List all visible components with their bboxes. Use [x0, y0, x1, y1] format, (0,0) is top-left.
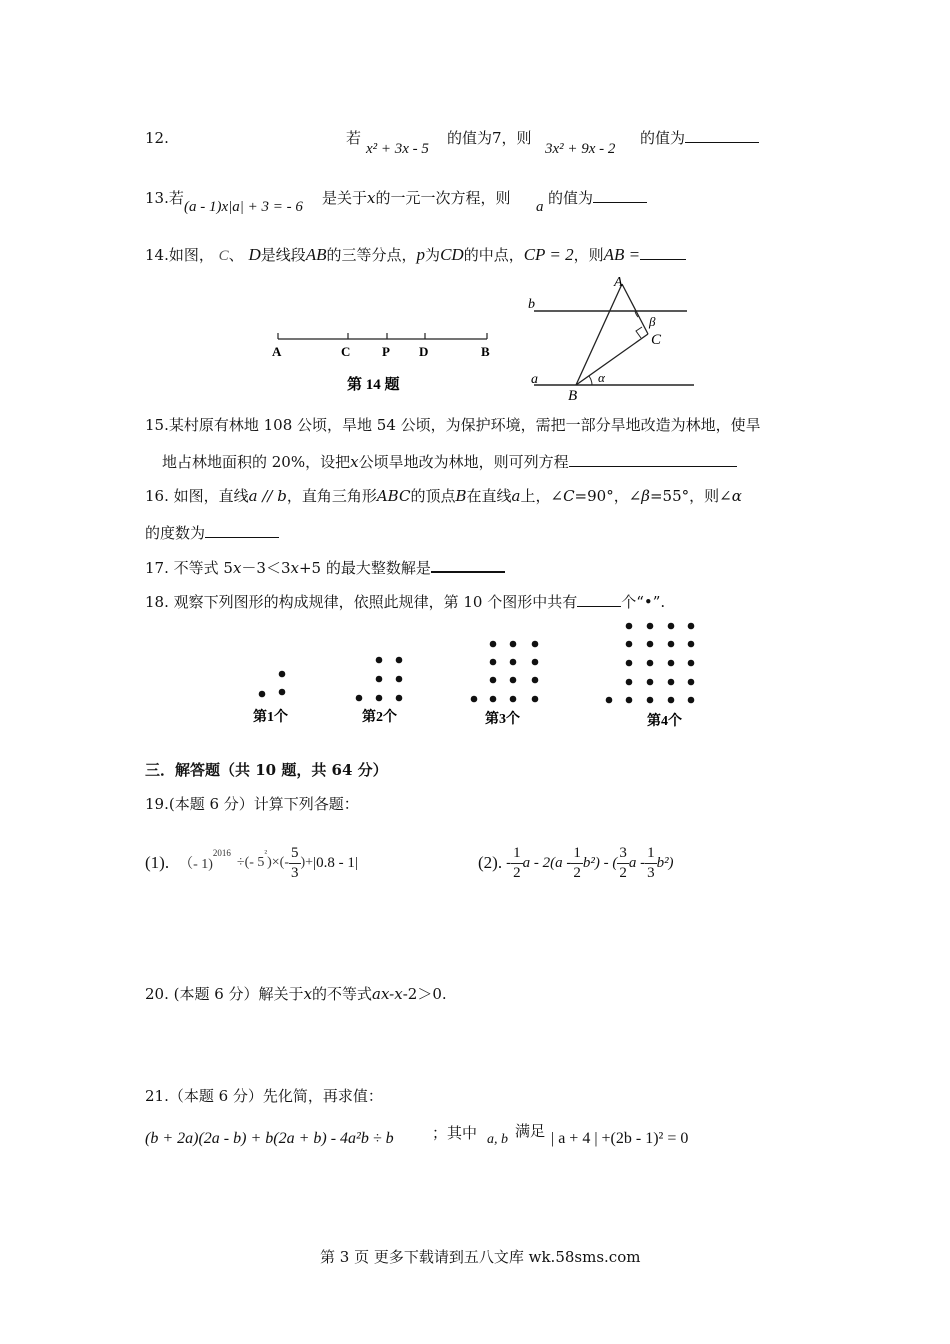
q13-mid: 是关于: [322, 189, 368, 207]
q14-p: p: [416, 245, 426, 264]
q14-t2: 的三等分点，: [326, 246, 417, 264]
q15-answer-blank[interactable]: [569, 452, 737, 467]
q13-text-pre: 13.若: [145, 189, 184, 207]
q19-p1-frac-den: 3: [291, 864, 299, 881]
fig18-pattern-2: [356, 657, 403, 702]
q19-p1-exp: 2016: [212, 848, 231, 858]
q14-t3: 为: [425, 246, 441, 264]
q19-p2-f2-num: 1: [571, 844, 583, 864]
q14-ab2: AB =: [603, 245, 641, 264]
q18-post: 个“•”.: [621, 593, 666, 611]
q13-text: [322, 187, 511, 208]
fig16-label-a: a: [531, 372, 538, 387]
q15-line2: [162, 451, 737, 472]
q15-line2-pre: 地占林地面积的 20%，设把: [162, 453, 351, 471]
q14-sep: 、: [228, 246, 244, 264]
fig14-label-d: D: [419, 344, 429, 359]
q16-pre: 16. 如图，直线: [145, 487, 249, 505]
q19-p1-b: ÷(- 5: [236, 855, 265, 870]
fig18-caption-1: 第1个: [253, 710, 288, 725]
fig18-pattern-4: [606, 623, 695, 704]
fig16-side-ac: [622, 284, 648, 334]
q14-d: D: [248, 245, 261, 264]
fig18-caption-3: 第3个: [485, 712, 520, 727]
q16-beta-val: =55°，则∠: [649, 487, 732, 505]
q19-p1-d: )×(-: [267, 855, 290, 870]
section3-title: 三．解答题（共 10 题，共 64 分）: [145, 761, 388, 779]
q12-text-post: [640, 127, 759, 148]
q12-expr2: 3x² + 9x - 2: [545, 141, 616, 157]
q14-cp: CP = 2: [523, 245, 574, 264]
q19-p2-a: -: [506, 854, 512, 871]
q16-b: B: [455, 487, 467, 505]
q19-p1-label: (1).: [145, 853, 170, 872]
q16-c: C: [563, 487, 575, 505]
q17-post: +5 的最大整数解是: [298, 559, 431, 577]
q20-text: [145, 983, 447, 1004]
q15-line2-post: 公顷旱地改为林地，则可列方程: [358, 453, 569, 471]
q19-p2-fraction-3: [617, 844, 629, 883]
q19-p1-a: （- 1): [179, 857, 213, 872]
q21-expr: (b + 2a)(2a - b) + b(2a + b) - 4a²b ÷ b: [145, 1130, 394, 1147]
fig16-label-alpha: α: [598, 370, 605, 385]
q13-var-x: x: [367, 189, 376, 207]
q16-mid3: 在直线: [466, 487, 512, 505]
q19-p2-fraction-2: [571, 844, 583, 883]
q16-a: a: [511, 487, 521, 505]
q16-answer-blank[interactable]: [205, 523, 279, 538]
fig16-right-angle-mark: [636, 327, 642, 338]
q19-p2-c: b²) - (: [582, 854, 618, 871]
q18-answer-blank[interactable]: [577, 592, 621, 607]
q14-answer-blank[interactable]: [640, 245, 686, 260]
fig14-label-b: B: [481, 344, 490, 359]
fig18-pattern-1: [259, 671, 286, 698]
q20-post: -2＞0.: [402, 985, 447, 1003]
q19-p2-f4-num: 1: [645, 844, 657, 864]
q13-expr: (a - 1)x|a| + 3 = - 6: [184, 199, 303, 215]
q14-c: C: [218, 248, 229, 264]
page-footer: 第 3 页 更多下载请到五八文库 wk.58sms.com: [320, 1248, 641, 1266]
q19-p1-fraction: [289, 844, 301, 883]
q16-mid2: 的顶点: [410, 487, 456, 505]
fig18-dot-patterns: [245, 612, 715, 737]
q19-p2-d: a -: [628, 854, 646, 871]
fig18-caption-4: 第4个: [647, 714, 682, 729]
q19-part1: [145, 838, 358, 888]
fig16-diagram: [522, 272, 702, 404]
q12-answer-blank[interactable]: [685, 128, 759, 143]
fig16-label-A: A: [614, 275, 623, 290]
q16-abc: ABC: [376, 487, 411, 505]
q12-text-mid: 的值为7，则: [447, 129, 532, 147]
q16-c-val: =90°，∠: [574, 487, 642, 505]
fig18-caption-2: 第2个: [362, 710, 397, 725]
q18-pre: 18. 观察下列图形的构成规律，依照此规律，第 10 个图形中共有: [145, 593, 578, 611]
q21-sep: ；其中: [432, 1124, 478, 1142]
q17-x: x: [232, 559, 242, 577]
q19-p2-label: (2).: [478, 853, 503, 872]
fig18-pattern-3: [471, 641, 539, 703]
q21-title: 21.（本题 6 分）先化简，再求值：: [145, 1087, 383, 1105]
q19-p2-f1-num: 1: [511, 844, 523, 864]
q19-p2-f1-den: 2: [513, 864, 521, 881]
q21-condition: | a + 4 | +(2b - 1)² = 0: [551, 1130, 689, 1147]
q13-mid2: 的一元一次方程，则: [375, 189, 511, 207]
q20-pre: 20. (本题 6 分）解关于: [145, 985, 304, 1003]
q16-mid: ，直角三角形: [286, 487, 377, 505]
q14-t1: 是线段: [260, 246, 306, 264]
fig16-label-B: B: [568, 388, 578, 404]
q19-p1-frac-num: 5: [289, 844, 301, 864]
q15-line1: 15.某村原有林地 108 公顷，旱地 54 公顷，为保护环境，需把一部分旱地改造为林地，使旱: [145, 416, 761, 434]
q19-p1-abs: |0.8 - 1|: [313, 854, 358, 871]
q14-t4: 的中点，: [463, 246, 524, 264]
q20-mid: 的不等式: [312, 985, 373, 1003]
fig16-alpha-arc: [589, 376, 592, 385]
q12-text-pre: 若: [346, 129, 362, 147]
fig16-label-b: b: [528, 297, 535, 312]
fig16-label-beta: β: [649, 314, 656, 329]
q17-answer-blank[interactable]: [431, 557, 505, 573]
q19-p1-sq: ²: [264, 848, 268, 858]
fig14-segment: [265, 325, 505, 395]
q17-text: [145, 557, 505, 578]
q14-text: [145, 244, 686, 265]
q16-mid4: 上，∠: [520, 487, 564, 505]
q16-line2: [145, 522, 279, 543]
q19-p2-fraction-1: [511, 844, 523, 883]
q14-t5: ，则: [573, 246, 604, 264]
q19-p2-f3-num: 3: [617, 844, 629, 864]
fig16-label-C: C: [651, 332, 662, 348]
fig16-side-bc: [576, 334, 648, 385]
fig14-caption: 第 14 题: [347, 377, 400, 393]
q17-pre: 17. 不等式 5: [145, 559, 233, 577]
q12-number: 12.: [145, 129, 169, 147]
q19-part2: [478, 838, 674, 888]
q13-answer-blank[interactable]: [593, 188, 647, 203]
q21-vars: a, b: [487, 1132, 508, 1147]
q16-beta: β: [641, 487, 650, 505]
q16-alpha: α: [731, 487, 742, 505]
q14-ab: AB: [305, 245, 327, 264]
q16-line1: [145, 485, 742, 506]
q19-p2-e: b²): [656, 854, 674, 871]
q14-cd: CD: [440, 245, 464, 264]
q15-var-x: x: [350, 453, 359, 471]
fig14-label-p: P: [382, 344, 390, 359]
q19-p2-b: a - 2(a -: [522, 854, 572, 871]
q17-mid: －3＜3: [241, 559, 291, 577]
fig14-label-c: C: [341, 344, 351, 359]
q20-x: x: [303, 985, 313, 1003]
q17-x2: x: [290, 559, 299, 577]
q12-expr1: x² + 3x - 5: [366, 141, 429, 157]
q19-p2-f2-den: 2: [573, 864, 581, 881]
q19-p2-f3-den: 2: [619, 864, 627, 881]
q16-parallel: a // b: [248, 487, 287, 505]
fig14-label-a: A: [272, 344, 282, 359]
q21-cond-pre: 满足: [515, 1122, 546, 1140]
q12-post-label: 的值为: [640, 129, 686, 147]
q14-pre: 14.如图，: [145, 246, 214, 264]
q19-title: 19.(本题 6 分）计算下列各题：: [145, 795, 359, 813]
q19-p2-f4-den: 3: [647, 864, 655, 881]
q18-text: [145, 591, 665, 612]
q19-p2-fraction-4: [645, 844, 657, 883]
q19-p1-e: )+: [300, 855, 314, 870]
q20-expr: ax-x: [372, 985, 403, 1003]
q13-post: 的值为: [548, 189, 594, 207]
q13-var-a: a: [536, 199, 544, 215]
q16-line2-text: 的度数为: [145, 524, 206, 542]
